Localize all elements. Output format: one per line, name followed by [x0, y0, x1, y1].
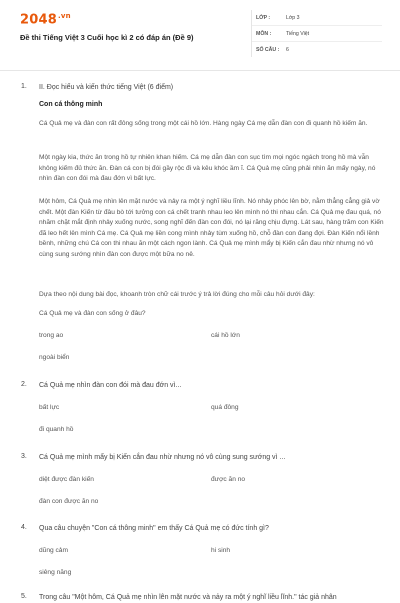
question-text: Qua câu chuyện "Con cá thông minh" em thấy Cá Quả mẹ có đức tính gì?: [39, 525, 269, 532]
answer-option[interactable]: siêng năng: [39, 569, 72, 576]
question-number: 4.: [21, 524, 27, 531]
answer-option[interactable]: diệt được đàn kiến: [39, 476, 94, 483]
story-paragraph: Một hôm, Cá Quả mẹ nhìn lên mặt nước và nảy ra một ý nghĩ liều lĩnh. Nó nhảy phóc lên bờ, nằm thẳng cẳng giả vờ chết. Một đàn Kiến từ đâu bò tới tưởng con cá chết tranh nhau leo lên mình nó thi nhau cắn. Cá Quả mẹ đau quá, nó nhăm chặt mắt định nhảy xuống nước, song nghĩ đến đàn con đói, nó lại răng chịu đựng. Lát sau, hàng trăm con Kiến đã leo hết lên mình Cá mẹ. Cá Quả mẹ liền cong mình nhảy tùm xuống hồ, chỗ đàn con đang đợi. Đàn Kiến nổi lềnh bềnh, những chú Cá con thi nhau ăn một cách ngon lành. Cá Quả mẹ mình mẩy bị Kiến cắn đau nhừ nhưng nó vô cùng sung sướng nhìn đàn con được một bữa no nê.: [39, 198, 384, 258]
meta-value: 6: [286, 46, 289, 53]
meta-row-grade: [252, 10, 382, 26]
question-text: Cá Quả mẹ và đàn con sống ở đâu?: [39, 310, 146, 317]
meta-label: SỐ CÂU :: [256, 46, 280, 53]
logo-main: 2048: [20, 12, 57, 28]
answer-option[interactable]: trong ao: [39, 332, 64, 339]
section-heading: II. Đọc hiểu và kiến thức tiếng Việt (6 điểm): [39, 84, 174, 91]
meta-value: Lớp 3: [286, 14, 300, 21]
meta-label: LỚP :: [256, 14, 271, 21]
meta-value: Tiếng Việt: [286, 30, 310, 37]
answer-option[interactable]: cái hồ lớn: [211, 332, 240, 339]
meta-row-question-count: [252, 42, 382, 57]
header-divider: [0, 70, 400, 71]
question-text: Cá Quả mẹ nhìn đàn con đói mà đau đớn vì...: [39, 382, 182, 389]
answer-option[interactable]: đi quanh hồ: [39, 426, 74, 433]
story-paragraph: Cá Quả mẹ và đàn con rất đông sống trong một cái hồ lớn. Hàng ngày Cá mẹ dẫn đàn con đi quanh hồ kiếm ăn.: [39, 120, 368, 127]
answer-option[interactable]: bất lực: [39, 404, 60, 411]
question-number: 1.: [21, 83, 27, 90]
answer-option[interactable]: dũng cảm: [39, 547, 68, 554]
story-title: Con cá thông minh: [39, 101, 103, 108]
document-meta-table: [251, 10, 382, 57]
document-header: [0, 0, 400, 66]
story-paragraph: Một ngày kia, thức ăn trong hồ tự nhiên khan hiếm. Cá mẹ dẫn đàn con sục tìm mọi ngóc ngách trong hồ mà vẫn không kiếm đủ thức ăn. Đàn cá con bị đói gầy rộc đi và kêu khóc ầm ĩ. Cá Quả mẹ cũng phải nhìn ăn mấy ngày, nó nhìn đàn con đói mà đau đớn vì bất lực.: [39, 154, 376, 182]
question-text: Trong câu "Một hôm, Cá Quả mẹ nhìn lên mặt nước và nảy ra một ý nghĩ liều lĩnh." tác giả nhân: [39, 594, 337, 601]
question-number: 2.: [21, 381, 27, 388]
document-title: Đề thi Tiếng Việt 3 Cuối học kì 2 có đáp án (Đề 9): [20, 33, 194, 42]
site-logo[interactable]: [20, 12, 71, 27]
answer-option[interactable]: hi sinh: [211, 547, 231, 554]
logo-suffix: .vn: [57, 12, 71, 20]
question-text: Cá Quả mẹ mình mẩy bị Kiến cắn đau nhừ nhưng nó vô cùng sung sướng vì ...: [39, 454, 286, 461]
answer-option[interactable]: được ăn no: [211, 476, 246, 483]
question-number: 5.: [21, 593, 27, 600]
answer-option[interactable]: đàn con được ăn no: [39, 498, 99, 505]
answer-option[interactable]: quá đông: [211, 404, 239, 411]
meta-label: MÔN :: [256, 30, 272, 37]
meta-row-subject: [252, 26, 382, 42]
answer-option[interactable]: ngoài biển: [39, 354, 70, 361]
instruction-text: Dựa theo nội dung bài đọc, khoanh tròn chữ cái trước ý trả lời đúng cho mỗi câu hỏi dưới đây:: [39, 291, 315, 298]
question-number: 3.: [21, 453, 27, 460]
